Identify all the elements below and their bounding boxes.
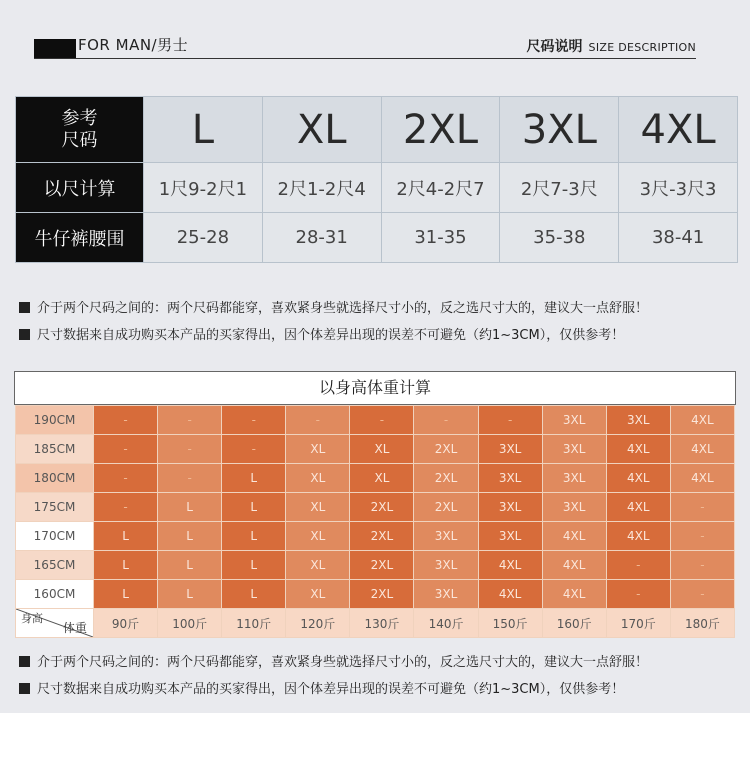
size-cell: 3XL [414,522,478,551]
size-cell: 4XL [670,406,734,435]
size-header-cell: L [144,97,263,163]
size-value-cell: 31-35 [381,213,500,263]
height-row [16,580,735,609]
size-cell: XL [286,464,350,493]
weight-label: 120斤 [286,609,350,638]
size-value-cell: 2尺1-2尺4 [262,163,381,213]
size-cell: L [94,522,158,551]
size-value-cell: 35-38 [500,213,619,263]
height-label: 165CM [16,551,94,580]
size-cell: - [94,435,158,464]
weight-label: 160斤 [542,609,606,638]
size-value-cell: 25-28 [144,213,263,263]
height-label: 175CM [16,493,94,522]
size-cell: - [222,406,286,435]
size-row-chi [16,163,738,213]
size-cell: 3XL [542,464,606,493]
size-cell: - [414,406,478,435]
size-cell: 3XL [606,406,670,435]
bullet-square-icon [19,329,30,340]
height-label: 160CM [16,580,94,609]
note-text: 尺寸数据来自成功购买本产品的买家得出，因个体差异出现的误差不可避免（约1~3CM），仅供参考！ [37,328,625,343]
size-cell: 3XL [542,435,606,464]
size-header-cell: XL [262,97,381,163]
size-cell: - [158,464,222,493]
size-cell: XL [286,522,350,551]
size-cell: L [158,580,222,609]
size-cell: - [94,464,158,493]
size-cell: L [222,551,286,580]
size-cell: 2XL [350,493,414,522]
header-block-decoration [34,39,76,59]
size-cell: 4XL [478,551,542,580]
size-cell: - [478,406,542,435]
size-cell: L [94,580,158,609]
note-line-1 [19,297,648,316]
height-row [16,551,735,580]
size-cell: 2XL [350,580,414,609]
note-line-2 [19,324,624,343]
size-cell: - [94,493,158,522]
size-cell: - [158,435,222,464]
size-cell: 3XL [414,580,478,609]
height-label: 185CM [16,435,94,464]
height-row [16,522,735,551]
size-cell: XL [350,435,414,464]
header-divider [34,58,696,59]
size-cell: L [94,551,158,580]
size-cell: - [158,406,222,435]
header-title: FOR MAN/男士 [78,36,189,54]
bullet-square-icon [19,302,30,313]
header-size-description [527,36,696,56]
weight-label: 140斤 [414,609,478,638]
size-value-cell: 1尺9-2尺1 [144,163,263,213]
size-cell: L [158,522,222,551]
height-weight-title: 以身高体重计算 [14,371,736,405]
size-value-cell: 2尺7-3尺 [500,163,619,213]
size-cell: 4XL [606,435,670,464]
weight-label: 170斤 [606,609,670,638]
size-head-label [16,97,144,163]
size-cell: L [222,493,286,522]
header-right-en: SIZE DESCRIPTION [588,41,696,54]
header-right-cn: 尺码说明 [526,39,583,55]
size-cell: 2XL [350,551,414,580]
size-cell: 4XL [670,464,734,493]
size-header-cell: 2XL [381,97,500,163]
size-head-label-line1: 参考 [61,107,98,129]
corner-cell [16,609,94,638]
height-weight-body [16,406,735,638]
size-cell: 2XL [414,493,478,522]
size-header-cell: 3XL [500,97,619,163]
height-row [16,435,735,464]
size-cell: XL [286,493,350,522]
height-row [16,493,735,522]
height-row [16,464,735,493]
size-cell: XL [286,551,350,580]
corner-height-label: 身高 [21,612,43,625]
size-cell: - [606,551,670,580]
size-cell: 4XL [542,580,606,609]
size-value-cell: 3尺-3尺3 [619,163,738,213]
size-cell: - [670,522,734,551]
size-cell: 4XL [606,493,670,522]
note-text: 尺寸数据来自成功购买本产品的买家得出，因个体差异出现的误差不可避免（约1~3CM），仅供参考！ [37,682,625,697]
size-cell: L [158,493,222,522]
height-row [16,406,735,435]
corner-weight-label: 体重 [62,621,87,635]
height-weight-table [15,405,735,638]
size-head-label-line2: 尺码 [61,129,98,151]
size-cell: XL [350,464,414,493]
size-header-cell: 4XL [619,97,738,163]
bullet-square-icon [19,683,30,694]
size-cell: 3XL [478,493,542,522]
height-label: 180CM [16,464,94,493]
size-cell: XL [286,435,350,464]
size-cell: 4XL [670,435,734,464]
size-cell: L [222,522,286,551]
size-reference-table [15,96,738,263]
size-cell: 2XL [414,464,478,493]
weight-label: 110斤 [222,609,286,638]
size-cell: L [158,551,222,580]
size-cell: 4XL [542,551,606,580]
weight-label: 180斤 [670,609,734,638]
size-cell: - [94,406,158,435]
size-cell: L [222,580,286,609]
size-cell: 3XL [542,406,606,435]
row-label: 牛仔裤腰围 [16,213,144,263]
height-label: 190CM [16,406,94,435]
size-cell: 2XL [414,435,478,464]
weight-label: 100斤 [158,609,222,638]
size-cell: XL [286,580,350,609]
size-value-cell: 2尺4-2尺7 [381,163,500,213]
size-row-waist [16,213,738,263]
size-cell: L [222,464,286,493]
size-cell: - [670,493,734,522]
size-value-cell: 28-31 [262,213,381,263]
size-cell: 4XL [478,580,542,609]
note-line-4 [19,678,624,697]
size-cell: - [670,580,734,609]
size-value-cell: 38-41 [619,213,738,263]
note-text: 介于两个尺码之间的：两个尺码都能穿，喜欢紧身些就选择尺寸小的，反之选尺寸大的，建议大一点舒服！ [37,301,649,316]
size-cell: 3XL [478,464,542,493]
size-cell: - [222,435,286,464]
weight-label: 90斤 [94,609,158,638]
weight-label: 150斤 [478,609,542,638]
size-cell: 3XL [478,522,542,551]
size-cell: 4XL [606,464,670,493]
note-text: 介于两个尺码之间的：两个尺码都能穿，喜欢紧身些就选择尺寸小的，反之选尺寸大的，建议大一点舒服！ [37,655,649,670]
row-label: 以尺计算 [16,163,144,213]
size-header-row [16,97,738,163]
size-cell: - [670,551,734,580]
size-cell: - [350,406,414,435]
bullet-square-icon [19,656,30,667]
size-cell: 4XL [542,522,606,551]
size-cell: - [286,406,350,435]
height-label: 170CM [16,522,94,551]
weight-label: 130斤 [350,609,414,638]
size-cell: 3XL [414,551,478,580]
size-cell: 2XL [350,522,414,551]
size-cell: 3XL [478,435,542,464]
note-line-3 [19,651,648,670]
weight-row [16,609,735,638]
size-cell: - [606,580,670,609]
size-cell: 3XL [542,493,606,522]
size-cell: 4XL [606,522,670,551]
